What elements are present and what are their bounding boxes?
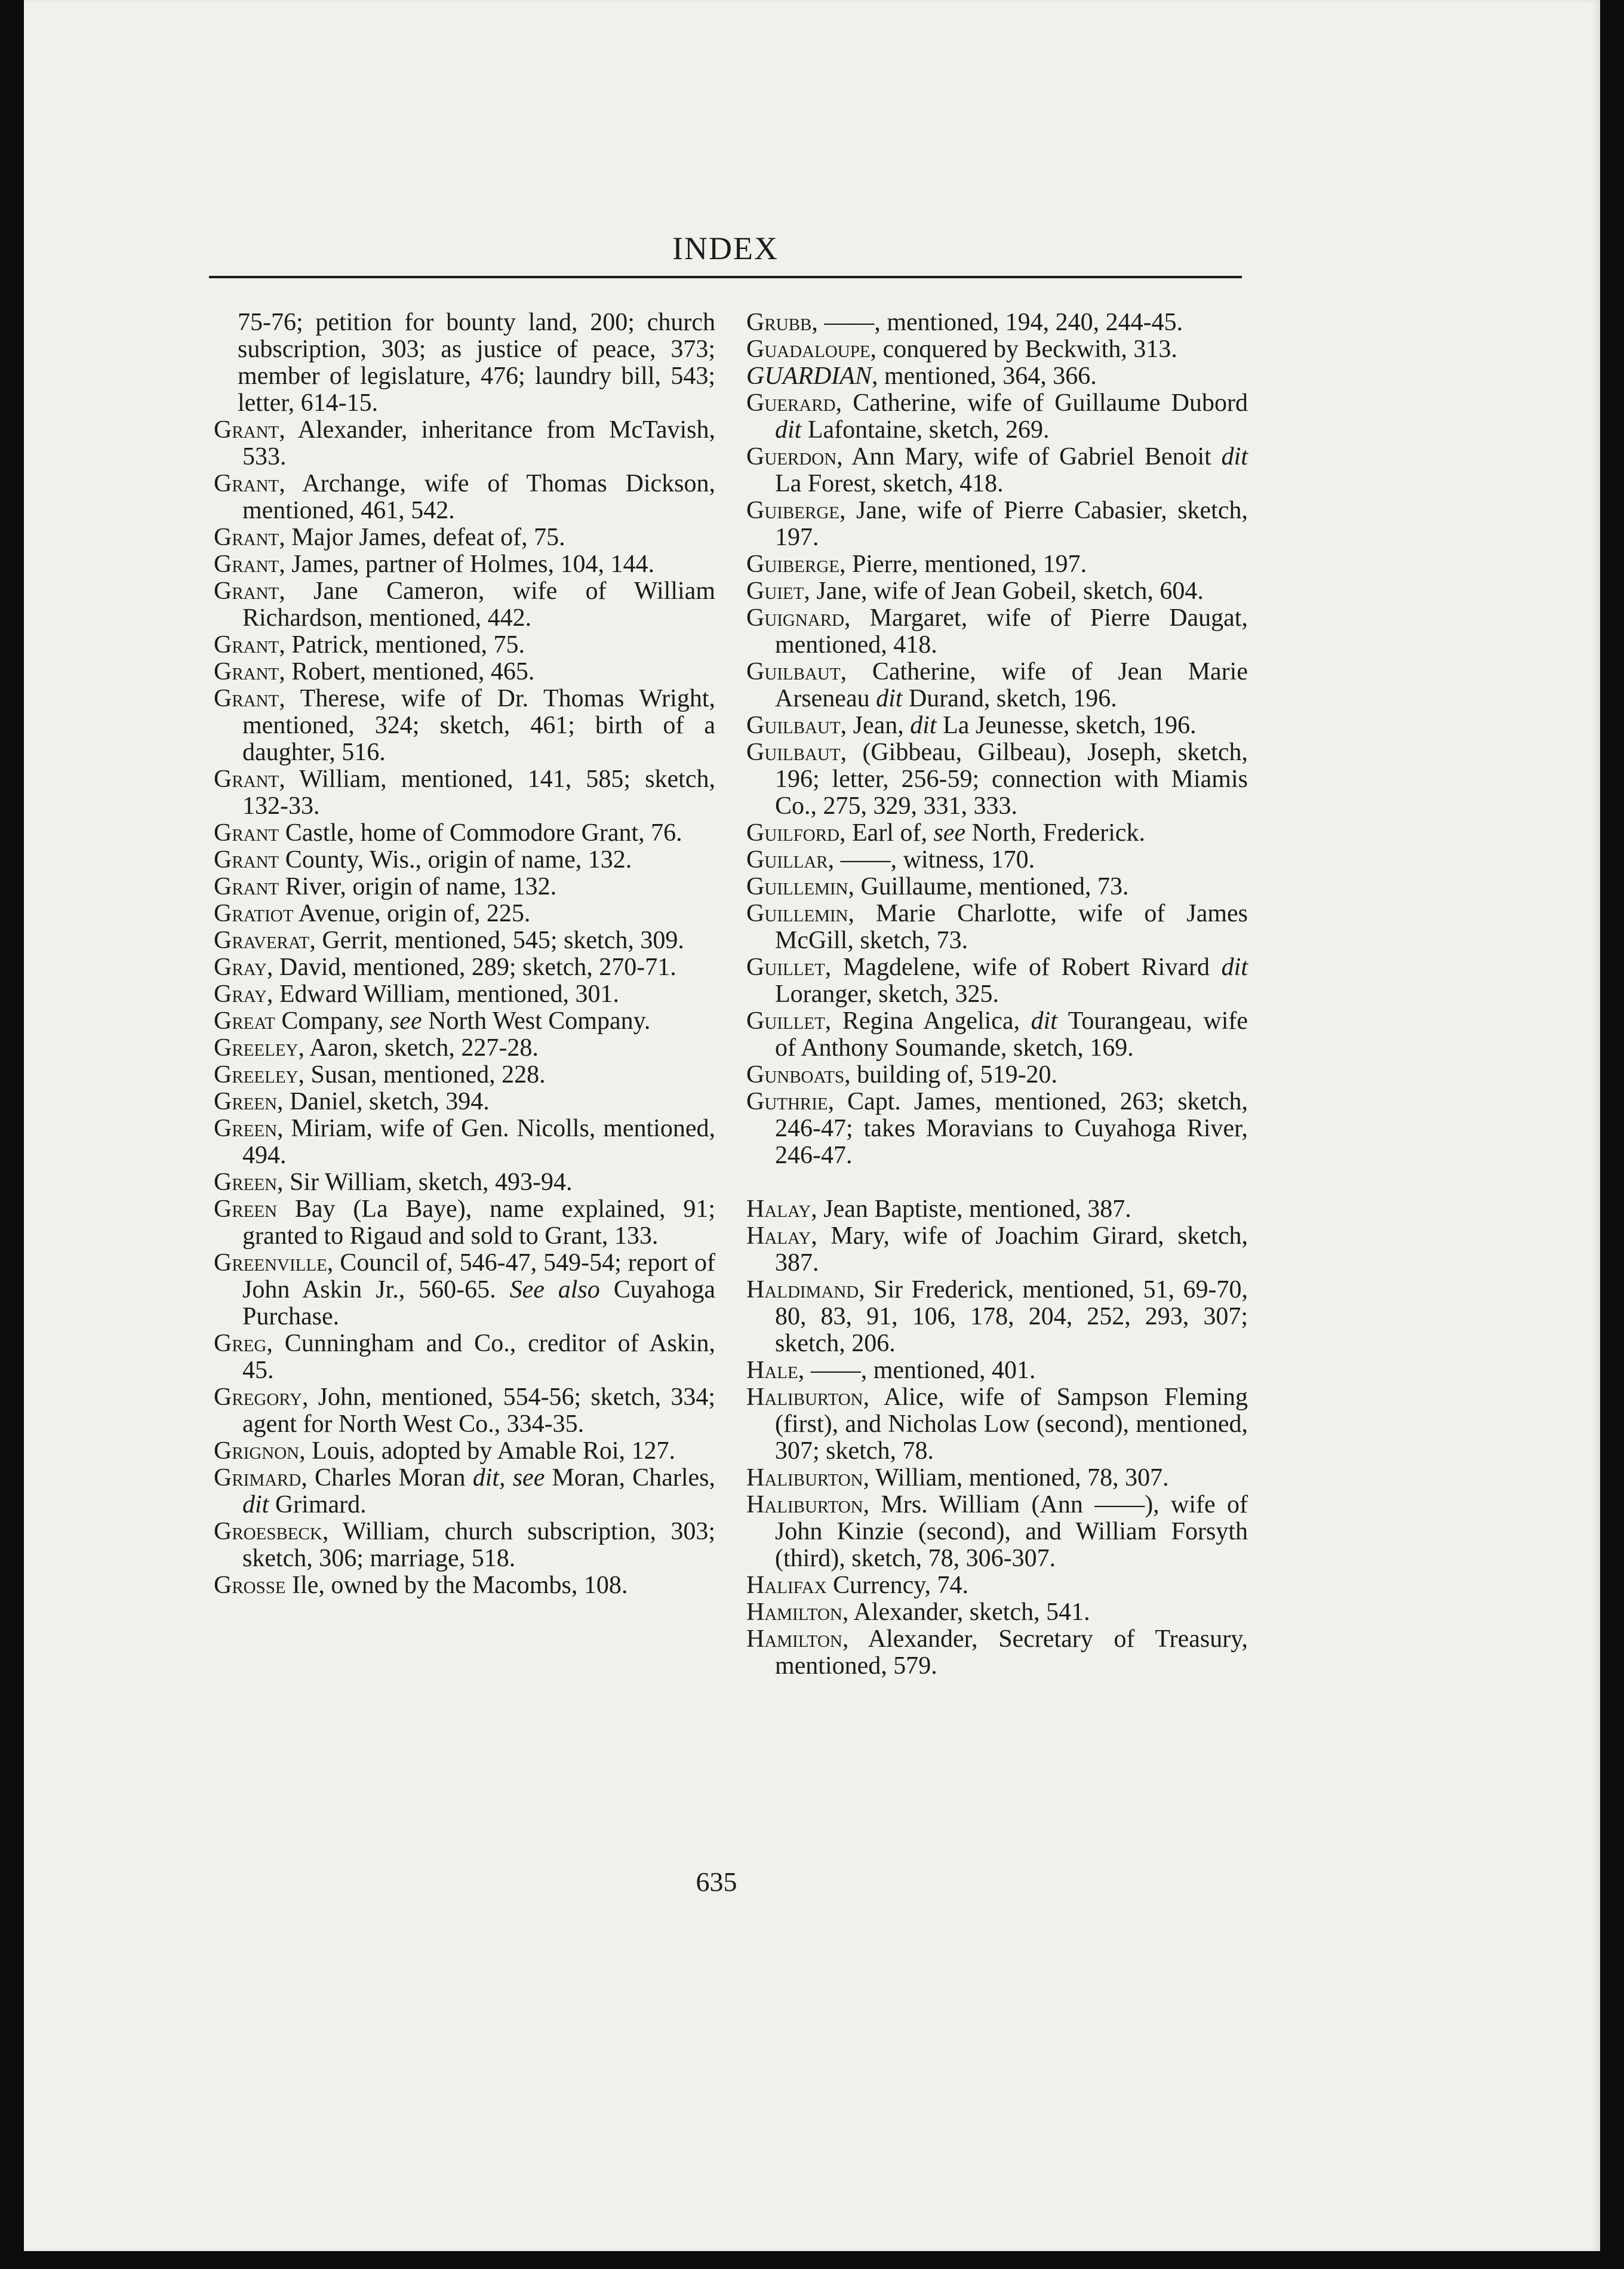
entry-heading: Guillar xyxy=(746,846,828,874)
entry-heading: Gray xyxy=(214,980,267,1008)
index-entry xyxy=(214,1169,715,1196)
entry-italic: See also xyxy=(509,1276,600,1303)
entry-text: , Gerrit, mentioned, 545; sketch, 309. xyxy=(309,927,684,954)
index-entry xyxy=(214,1518,715,1572)
entry-italic: GUARDIAN xyxy=(746,362,872,390)
entry-italic: dit xyxy=(910,712,937,739)
entry-text: , Catherine, wife of Jean Marie Arseneau xyxy=(775,658,1248,712)
entry-text: Currency, 74. xyxy=(826,1572,969,1599)
entry-text: County, Wis., origin of name, 132. xyxy=(279,846,632,874)
entry-text: , mentioned, 364, 366. xyxy=(871,362,1097,390)
entry-text: , Louis, adopted by Amable Roi, 127. xyxy=(299,1437,676,1465)
entry-heading: Grignon xyxy=(214,1437,300,1465)
index-entry xyxy=(214,1572,715,1599)
entry-text: , Alexander, inheritance from McTavish, 533. xyxy=(242,416,715,471)
entry-heading: Greenville xyxy=(214,1249,327,1277)
index-entry xyxy=(214,847,715,874)
entry-text: , Robert, mentioned, 465. xyxy=(279,658,535,685)
entry-italic: dit xyxy=(1031,1007,1057,1035)
entry-text: 75-76; petition for bounty land, 200; church subscription, 303; as justice of peace, 373; member of legislature, 476; laundry bill, 543; letter, 614-15. xyxy=(238,309,715,417)
index-entry xyxy=(746,1089,1248,1169)
entry-text: La Jeunesse, sketch, 196. xyxy=(936,712,1197,739)
entry-heading: Grant xyxy=(214,631,279,659)
index-entry xyxy=(746,712,1248,739)
entry-text: , ——, witness, 170. xyxy=(828,846,1035,874)
index-entry xyxy=(214,309,715,417)
entry-heading: Halifax xyxy=(746,1572,827,1599)
entry-heading: Hamilton xyxy=(746,1598,842,1626)
index-entry xyxy=(746,820,1248,847)
index-entry xyxy=(214,874,715,900)
index-entry xyxy=(746,954,1248,1008)
entry-heading: Guillet xyxy=(746,1007,825,1035)
index-entry xyxy=(214,1438,715,1465)
index-entry xyxy=(214,1330,715,1384)
entry-heading: Grant xyxy=(214,470,279,497)
entry-heading: Guiberge xyxy=(746,497,839,524)
entry-text: , Alice, wife of Sampson Fleming (first), and Nicholas Low (second), mentioned, 307; sketch, 78. xyxy=(775,1383,1248,1465)
entry-heading: Gratiot xyxy=(214,900,294,927)
entry-heading: Gregory xyxy=(214,1383,302,1411)
entry-italic: dit xyxy=(775,416,802,444)
entry-text: , Guillaume, mentioned, 73. xyxy=(848,873,1129,900)
index-entry xyxy=(746,1599,1248,1626)
entry-italic: dit xyxy=(1221,954,1248,981)
entry-text: Avenue, origin of, 225. xyxy=(293,900,531,927)
index-entry xyxy=(214,471,715,524)
entry-heading: Guillet xyxy=(746,954,825,981)
entry-text: Bay (La Baye), name explained, 91; granted to Rigaud and sold to Grant, 133. xyxy=(242,1195,715,1250)
entry-text: Moran, Charles, xyxy=(545,1464,715,1492)
index-entry xyxy=(214,927,715,954)
index-entry xyxy=(746,659,1248,712)
right-index-column xyxy=(746,309,1248,1680)
entry-text: , Miriam, wife of Gen. Nicolls, mentioned, 494. xyxy=(242,1115,715,1169)
index-entry xyxy=(214,685,715,766)
index-entry xyxy=(746,578,1248,605)
entry-text: , Alexander, sketch, 541. xyxy=(842,1598,1090,1626)
entry-heading: Haliburton xyxy=(746,1464,863,1492)
index-entry xyxy=(746,309,1248,336)
index-entry xyxy=(746,739,1248,820)
index-entry xyxy=(214,981,715,1008)
entry-heading: Green xyxy=(214,1169,278,1196)
index-entry xyxy=(746,1465,1248,1492)
index-entry xyxy=(214,900,715,927)
entry-heading: Grubb xyxy=(746,309,812,336)
entry-text: , Capt. James, mentioned, 263; sketch, 246-47; takes Moravians to Cuyahoga River, 246-47. xyxy=(775,1088,1248,1169)
entry-text: , Jane, wife of Pierre Cabasier, sketch, 197. xyxy=(775,497,1248,551)
index-entry xyxy=(214,1115,715,1169)
index-entry xyxy=(746,1357,1248,1384)
entry-heading: Guilford xyxy=(746,819,840,847)
index-entry xyxy=(214,1008,715,1035)
entry-heading: Graverat xyxy=(214,927,310,954)
entry-heading: Green xyxy=(214,1088,278,1115)
index-entry xyxy=(746,1062,1248,1089)
index-entry xyxy=(746,1572,1248,1599)
index-entry xyxy=(214,417,715,471)
entry-text: , William, mentioned, 78, 307. xyxy=(863,1464,1169,1492)
entry-heading: Gray xyxy=(214,954,267,981)
entry-heading: Guadaloupe xyxy=(746,336,871,363)
page-title: INDEX xyxy=(672,230,779,266)
entry-text: Tourangeau, wife of Anthony Soumande, sketch, 169. xyxy=(775,1007,1248,1062)
entry-text: , Jean Baptiste, mentioned, 387. xyxy=(811,1195,1131,1223)
entry-heading: Groesbeck xyxy=(214,1518,322,1545)
entry-heading: Grant xyxy=(214,846,279,874)
index-entry xyxy=(214,1196,715,1250)
entry-text: , Alexander, Secretary of Treasury, mentioned, 579. xyxy=(775,1625,1248,1680)
entry-text: , Sir Frederick, mentioned, 51, 69-70, 80, 83, 91, 106, 178, 204, 252, 293, 307; sketch, 206. xyxy=(775,1276,1248,1357)
index-entry xyxy=(746,1492,1248,1572)
index-entry xyxy=(746,605,1248,659)
entry-text: , Council of, 546-47, 549-54; report of John Askin Jr., 560-65. xyxy=(242,1249,715,1303)
entry-text: , Susan, mentioned, 228. xyxy=(298,1061,546,1089)
entry-text: , Therese, wife of Dr. Thomas Wright, mentioned, 324; sketch, 461; birth of a daughter, 516. xyxy=(242,685,715,766)
entry-heading: Halay xyxy=(746,1195,811,1223)
entry-text: , Marie Charlotte, wife of James McGill, sketch, 73. xyxy=(775,900,1248,954)
entry-heading: Grant xyxy=(214,873,279,900)
entry-heading: Greg xyxy=(214,1330,267,1357)
entry-heading: Guthrie xyxy=(746,1088,828,1115)
entry-text: Lafontaine, sketch, 269. xyxy=(801,416,1050,444)
entry-heading: Greeley xyxy=(214,1034,299,1062)
entry-text: Company, xyxy=(275,1007,390,1035)
entry-italic: see xyxy=(933,819,966,847)
entry-heading: Great xyxy=(214,1007,275,1035)
index-entry xyxy=(746,1223,1248,1277)
index-entry xyxy=(214,1465,715,1518)
entry-heading: Guillemin xyxy=(746,873,848,900)
entry-text: Loranger, sketch, 325. xyxy=(775,980,999,1008)
entry-text: , David, mentioned, 289; sketch, 270-71. xyxy=(266,954,676,981)
entry-text: , Catherine, wife of Guillaume Dubord xyxy=(835,389,1248,417)
index-entry xyxy=(746,390,1248,444)
entry-heading: Guerard xyxy=(746,389,836,417)
entry-text: Grimard. xyxy=(269,1491,367,1518)
index-entry xyxy=(214,820,715,847)
entry-heading: Guiet xyxy=(746,577,804,605)
entry-text: , Jane, wife of Jean Gobeil, sketch, 604. xyxy=(804,577,1204,605)
index-entry xyxy=(746,1626,1248,1680)
entry-heading: Guillemin xyxy=(746,900,848,927)
entry-heading: Hamilton xyxy=(746,1625,842,1653)
index-entry xyxy=(746,1196,1248,1223)
entry-text: , building of, 519-20. xyxy=(844,1061,1058,1089)
index-entry xyxy=(214,578,715,632)
index-entry xyxy=(214,1062,715,1089)
index-entry xyxy=(214,1035,715,1062)
entry-text: Ile, owned by the Macombs, 108. xyxy=(285,1572,628,1599)
book-page xyxy=(24,0,1600,2251)
entry-text: , William, mentioned, 141, 585; sketch, 132-33. xyxy=(242,765,715,820)
entry-heading: Hale xyxy=(746,1357,798,1384)
entry-text: , Mary, wife of Joachim Girard, sketch, 387. xyxy=(775,1222,1248,1277)
entry-text: , James, partner of Holmes, 104, 144. xyxy=(279,551,654,578)
entry-heading: Halay xyxy=(746,1222,811,1250)
index-entry xyxy=(746,444,1248,497)
index-entry xyxy=(214,954,715,981)
entry-heading: Guilbaut xyxy=(746,739,841,766)
entry-heading: Grant xyxy=(214,416,279,444)
entry-text: , Cunningham and Co., creditor of Askin, 45. xyxy=(242,1330,715,1384)
entry-text: , Archange, wife of Thomas Dickson, mentioned, 461, 542. xyxy=(242,470,715,524)
index-entry xyxy=(214,1384,715,1438)
entry-text: Durand, sketch, 196. xyxy=(902,685,1117,712)
index-entry xyxy=(746,363,1248,390)
entry-heading: Grant xyxy=(214,765,279,793)
entry-text: , Earl of, xyxy=(839,819,934,847)
entry-text: , William, church subscription, 303; sketch, 306; marriage, 518. xyxy=(242,1518,715,1572)
entry-italic: dit xyxy=(242,1491,269,1518)
entry-text: , Magdelene, wife of Robert Rivard xyxy=(825,954,1222,981)
entry-heading: Grant xyxy=(214,685,279,712)
entry-text: , Charles Moran xyxy=(301,1464,473,1492)
index-entry xyxy=(746,1008,1248,1062)
entry-italic: dit, see xyxy=(472,1464,545,1492)
entry-heading: Grant xyxy=(214,658,279,685)
entry-heading: Guignard xyxy=(746,604,845,632)
entry-text: , Sir William, sketch, 493-94. xyxy=(277,1169,573,1196)
entry-text: North, Frederick. xyxy=(965,819,1146,847)
left-index-column xyxy=(214,309,715,1599)
entry-heading: Guiberge xyxy=(746,551,839,578)
entry-heading: Grant xyxy=(214,551,279,578)
index-entry xyxy=(746,551,1248,578)
index-entry xyxy=(746,1277,1248,1357)
index-entry xyxy=(746,874,1248,900)
entry-heading: Haliburton xyxy=(746,1383,863,1411)
entry-text: , Pierre, mentioned, 197. xyxy=(839,551,1087,578)
entry-text: , ——, mentioned, 194, 240, 244-45. xyxy=(811,309,1183,336)
index-entry xyxy=(746,497,1248,551)
index-entry xyxy=(746,1384,1248,1465)
entry-heading: Haliburton xyxy=(746,1491,863,1518)
entry-heading: Guilbaut xyxy=(746,712,841,739)
entry-heading: Grant xyxy=(214,819,279,847)
entry-text: , conquered by Beckwith, 313. xyxy=(870,336,1177,363)
index-entry xyxy=(214,551,715,578)
index-entry xyxy=(214,524,715,551)
entry-italic: dit xyxy=(1221,443,1248,471)
entry-text: , Major James, defeat of, 75. xyxy=(279,524,565,551)
entry-text: , Daniel, sketch, 394. xyxy=(277,1088,490,1115)
entry-heading: Guilbaut xyxy=(746,658,841,685)
entry-text: , Jane Cameron, wife of William Richardson, mentioned, 442. xyxy=(242,577,715,632)
entry-heading: Gunboats xyxy=(746,1061,845,1089)
index-entry xyxy=(214,632,715,659)
entry-heading: Grosse xyxy=(214,1572,286,1599)
entry-heading: Green xyxy=(214,1115,278,1142)
entry-text: North West Company. xyxy=(422,1007,651,1035)
index-entry xyxy=(214,766,715,820)
entry-italic: see xyxy=(389,1007,422,1035)
entry-text: , Regina Angelica, xyxy=(825,1007,1031,1035)
index-entry xyxy=(214,1089,715,1115)
entry-text: , Edward William, mentioned, 301. xyxy=(266,980,619,1008)
entry-heading: Grant xyxy=(214,577,279,605)
page-number: 635 xyxy=(696,1867,737,1897)
entry-text: , John, mentioned, 554-56; sketch, 334; agent for North West Co., 334-35. xyxy=(242,1383,715,1438)
entry-heading: Grimard xyxy=(214,1464,302,1492)
entry-text: , Mrs. William (Ann ——), wife of John Kinzie (second), and William Forsyth (third), sketch, 78, 306-307. xyxy=(775,1491,1248,1572)
entry-text: , Margaret, wife of Pierre Daugat, mentioned, 418. xyxy=(775,604,1248,659)
entry-text: , Aaron, sketch, 227-28. xyxy=(298,1034,539,1062)
entry-heading: Haldimand xyxy=(746,1276,859,1303)
entry-text: , Ann Mary, wife of Gabriel Benoit xyxy=(836,443,1222,471)
entry-text: Cuyahoga Purchase. xyxy=(242,1276,715,1330)
entry-text: , Patrick, mentioned, 75. xyxy=(279,631,525,659)
index-entry xyxy=(746,900,1248,954)
entry-heading: Green xyxy=(214,1195,278,1223)
index-entry xyxy=(214,659,715,685)
entry-text: , Jean, xyxy=(840,712,911,739)
entry-text: La Forest, sketch, 418. xyxy=(775,470,1004,497)
entry-heading: Greeley xyxy=(214,1061,299,1089)
index-entry xyxy=(746,847,1248,874)
entry-text: , ——, mentioned, 401. xyxy=(798,1357,1036,1384)
header-rule xyxy=(209,276,1242,278)
entry-text: River, origin of name, 132. xyxy=(279,873,557,900)
index-entry xyxy=(746,336,1248,363)
entry-text: Castle, home of Commodore Grant, 76. xyxy=(279,819,682,847)
index-entry xyxy=(214,1250,715,1330)
entry-heading: Grant xyxy=(214,524,279,551)
entry-italic: dit xyxy=(876,685,903,712)
entry-heading: Guerdon xyxy=(746,443,837,471)
entry-text: , (Gibbeau, Gilbeau), Joseph, sketch, 196; letter, 256-59; connection with Miamis Co., 275, 329, 331, 333. xyxy=(775,739,1248,820)
